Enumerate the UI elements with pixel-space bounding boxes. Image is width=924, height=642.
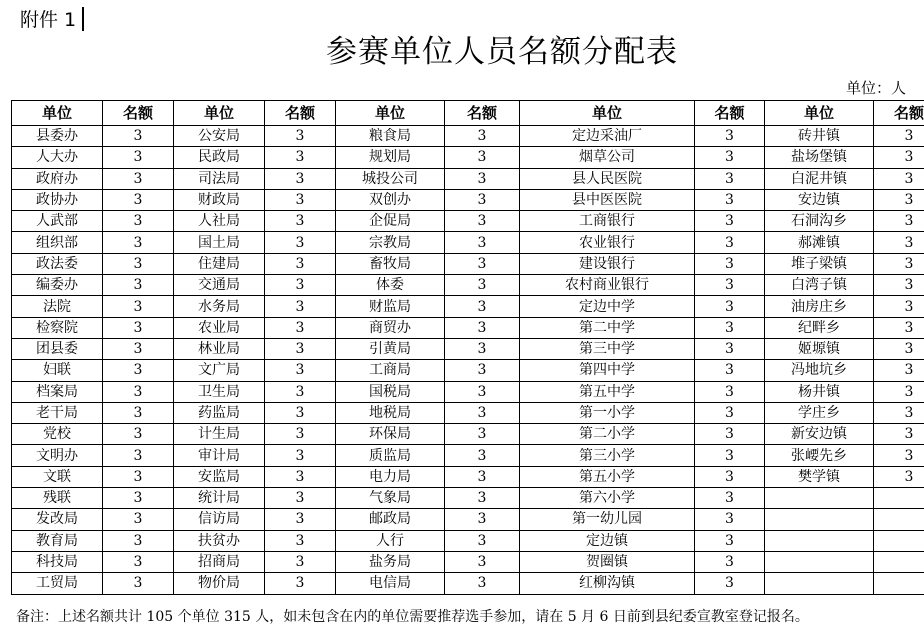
unit-cell: 物价局	[174, 573, 265, 594]
quota-cell: 3	[103, 275, 174, 296]
header-unit: 单位	[765, 101, 874, 126]
table-row	[12, 573, 924, 594]
unit-cell: 烟草公司	[520, 147, 695, 168]
quota-cell: 3	[103, 147, 174, 168]
unit-cell: 人社局	[174, 211, 265, 232]
unit-cell: 气象局	[336, 488, 445, 509]
unit-cell: 计生局	[174, 424, 265, 445]
quota-cell: 3	[103, 573, 174, 594]
unit-cell: 定边中学	[520, 296, 695, 317]
quota-cell: 3	[265, 189, 336, 210]
quota-cell: 3	[874, 424, 924, 445]
unit-cell: 砖井镇	[765, 126, 874, 147]
unit-cell: 张崾先乡	[765, 445, 874, 466]
quota-cell: 3	[874, 189, 924, 210]
unit-cell: 堆子梁镇	[765, 253, 874, 274]
quota-cell: 3	[874, 317, 924, 338]
unit-cell: 县委办	[12, 126, 103, 147]
quota-cell: 3	[445, 317, 520, 338]
quota-cell: 3	[103, 509, 174, 530]
unit-cell: 红柳沟镇	[520, 573, 695, 594]
quota-cell: 3	[445, 232, 520, 253]
unit-cell: 党校	[12, 424, 103, 445]
quota-cell: 3	[265, 466, 336, 487]
unit-cell	[765, 509, 874, 530]
unit-cell: 政府办	[12, 168, 103, 189]
unit-cell: 第三小学	[520, 445, 695, 466]
unit-cell: 盐场堡镇	[765, 147, 874, 168]
unit-cell: 农业局	[174, 317, 265, 338]
unit-cell: 统计局	[174, 488, 265, 509]
quota-cell: 3	[874, 338, 924, 359]
footer-note: 备注：上述名额共计 105 个单位 315 人，如未包含在内的单位需要推荐选手参加，请在 5 月 6 日前到县纪委宣教室登记报名。	[16, 609, 809, 625]
table-row	[12, 296, 924, 317]
quota-cell: 3	[265, 147, 336, 168]
table-row	[12, 126, 924, 147]
unit-cell: 建设银行	[520, 253, 695, 274]
quota-cell: 3	[103, 232, 174, 253]
header-unit: 单位	[174, 101, 265, 126]
quota-cell: 3	[695, 488, 765, 509]
allocation-table	[11, 100, 924, 595]
unit-cell: 郝滩镇	[765, 232, 874, 253]
unit-cell: 林业局	[174, 338, 265, 359]
unit-cell: 第五小学	[520, 466, 695, 487]
unit-cell: 人行	[336, 530, 445, 551]
unit-cell: 电信局	[336, 573, 445, 594]
table-row	[12, 189, 924, 210]
quota-cell: 3	[874, 168, 924, 189]
quota-cell: 3	[265, 445, 336, 466]
quota-cell: 3	[445, 275, 520, 296]
unit-cell: 盐务局	[336, 551, 445, 572]
quota-cell: 3	[265, 317, 336, 338]
quota-cell: 3	[265, 296, 336, 317]
quota-cell: 3	[103, 317, 174, 338]
table-row	[12, 232, 924, 253]
unit-cell: 司法局	[174, 168, 265, 189]
quota-cell: 3	[874, 445, 924, 466]
quota-cell: 3	[265, 509, 336, 530]
quota-cell: 3	[445, 189, 520, 210]
table-row	[12, 275, 924, 296]
text-cursor	[82, 7, 84, 31]
table-row	[12, 147, 924, 168]
unit-cell: 畜牧局	[336, 253, 445, 274]
unit-cell: 双创办	[336, 189, 445, 210]
table-row	[12, 445, 924, 466]
quota-cell: 3	[445, 466, 520, 487]
quota-cell: 3	[445, 445, 520, 466]
unit-cell: 白泥井镇	[765, 168, 874, 189]
unit-cell: 安监局	[174, 466, 265, 487]
unit-cell: 引黄局	[336, 338, 445, 359]
quota-cell: 3	[103, 126, 174, 147]
quota-cell: 3	[445, 126, 520, 147]
quota-cell: 3	[874, 381, 924, 402]
quota-cell: 3	[695, 360, 765, 381]
quota-cell: 3	[695, 168, 765, 189]
table-row	[12, 338, 924, 359]
unit-cell: 审计局	[174, 445, 265, 466]
table-row	[12, 211, 924, 232]
quota-cell: 3	[103, 296, 174, 317]
unit-cell: 扶贫办	[174, 530, 265, 551]
quota-cell: 3	[265, 275, 336, 296]
table-row	[12, 424, 924, 445]
quota-cell	[874, 509, 924, 530]
quota-cell: 3	[445, 381, 520, 402]
unit-cell: 姬塬镇	[765, 338, 874, 359]
unit-cell: 工商银行	[520, 211, 695, 232]
quota-cell: 3	[265, 232, 336, 253]
quota-cell: 3	[103, 402, 174, 423]
table-row	[12, 168, 924, 189]
unit-cell: 水务局	[174, 296, 265, 317]
unit-cell: 交通局	[174, 275, 265, 296]
unit-cell: 定边采油厂	[520, 126, 695, 147]
unit-cell: 环保局	[336, 424, 445, 445]
quota-cell: 3	[874, 253, 924, 274]
quota-cell: 3	[695, 530, 765, 551]
quota-cell: 3	[265, 424, 336, 445]
unit-cell: 县中医医院	[520, 189, 695, 210]
header-unit: 单位	[520, 101, 695, 126]
quota-cell: 3	[265, 211, 336, 232]
quota-cell: 3	[265, 530, 336, 551]
unit-cell: 发改局	[12, 509, 103, 530]
unit-cell: 妇联	[12, 360, 103, 381]
unit-cell: 档案局	[12, 381, 103, 402]
quota-cell: 3	[695, 424, 765, 445]
quota-cell: 3	[445, 424, 520, 445]
quota-cell: 3	[695, 509, 765, 530]
unit-cell: 纪畔乡	[765, 317, 874, 338]
unit-cell: 编委办	[12, 275, 103, 296]
unit-cell: 组织部	[12, 232, 103, 253]
quota-cell: 3	[445, 296, 520, 317]
quota-cell: 3	[695, 211, 765, 232]
header-quota: 名额	[874, 101, 924, 126]
table-row	[12, 488, 924, 509]
unit-cell: 残联	[12, 488, 103, 509]
quota-cell: 3	[103, 445, 174, 466]
unit-cell	[765, 551, 874, 572]
unit-cell: 冯地坑乡	[765, 360, 874, 381]
header-quota: 名额	[445, 101, 520, 126]
table-body	[12, 126, 924, 595]
unit-cell: 工商局	[336, 360, 445, 381]
quota-cell: 3	[695, 253, 765, 274]
quota-cell: 3	[265, 488, 336, 509]
unit-cell: 文联	[12, 466, 103, 487]
quota-cell: 3	[874, 211, 924, 232]
header-unit: 单位	[12, 101, 103, 126]
table-row	[12, 253, 924, 274]
quota-cell: 3	[445, 488, 520, 509]
quota-cell: 3	[874, 275, 924, 296]
quota-cell: 3	[445, 402, 520, 423]
quota-cell: 3	[445, 147, 520, 168]
quota-cell: 3	[445, 168, 520, 189]
unit-cell: 城投公司	[336, 168, 445, 189]
unit-cell: 卫生局	[174, 381, 265, 402]
unit-cell: 体委	[336, 275, 445, 296]
quota-cell: 3	[103, 253, 174, 274]
quota-cell: 3	[695, 338, 765, 359]
quota-cell: 3	[695, 402, 765, 423]
unit-cell: 农村商业银行	[520, 275, 695, 296]
quota-cell	[874, 488, 924, 509]
unit-cell	[765, 530, 874, 551]
quota-cell: 3	[103, 488, 174, 509]
quota-cell: 3	[695, 296, 765, 317]
attachment-text: 附件 1	[20, 9, 77, 31]
quota-cell: 3	[445, 338, 520, 359]
table-row	[12, 551, 924, 572]
quota-cell: 3	[874, 402, 924, 423]
quota-cell: 3	[265, 253, 336, 274]
quota-cell: 3	[445, 551, 520, 572]
quota-cell: 3	[695, 126, 765, 147]
unit-cell: 学庄乡	[765, 402, 874, 423]
unit-cell: 文广局	[174, 360, 265, 381]
quota-cell: 3	[445, 509, 520, 530]
unit-cell: 农业银行	[520, 232, 695, 253]
unit-cell: 公安局	[174, 126, 265, 147]
unit-cell: 药监局	[174, 402, 265, 423]
quota-cell: 3	[103, 530, 174, 551]
unit-cell: 企促局	[336, 211, 445, 232]
unit-cell: 老干局	[12, 402, 103, 423]
unit-cell: 招商局	[174, 551, 265, 572]
quota-cell: 3	[265, 551, 336, 572]
unit-cell: 科技局	[12, 551, 103, 572]
unit-cell: 文明办	[12, 445, 103, 466]
header-quota: 名额	[265, 101, 336, 126]
quota-cell: 3	[695, 466, 765, 487]
unit-cell: 财监局	[336, 296, 445, 317]
quota-cell: 3	[445, 253, 520, 274]
unit-cell: 第六小学	[520, 488, 695, 509]
unit-cell: 人武部	[12, 211, 103, 232]
table-row	[12, 466, 924, 487]
unit-cell: 樊学镇	[765, 466, 874, 487]
quota-cell: 3	[695, 189, 765, 210]
quota-cell: 3	[874, 466, 924, 487]
quota-cell: 3	[695, 573, 765, 594]
quota-cell: 3	[874, 126, 924, 147]
unit-label: 单位：人	[845, 79, 906, 97]
unit-cell: 信访局	[174, 509, 265, 530]
unit-cell: 团县委	[12, 338, 103, 359]
quota-cell: 3	[445, 360, 520, 381]
quota-cell: 3	[695, 445, 765, 466]
header-quota: 名额	[103, 101, 174, 126]
unit-cell: 第三中学	[520, 338, 695, 359]
table-row	[12, 360, 924, 381]
unit-cell	[765, 573, 874, 594]
header-quota: 名额	[695, 101, 765, 126]
quota-cell: 3	[874, 296, 924, 317]
unit-cell: 民政局	[174, 147, 265, 168]
unit-cell: 电力局	[336, 466, 445, 487]
quota-cell: 3	[265, 381, 336, 402]
quota-cell: 3	[874, 147, 924, 168]
quota-cell: 3	[103, 551, 174, 572]
quota-cell: 3	[695, 317, 765, 338]
table-header-row	[12, 101, 924, 126]
table-row	[12, 317, 924, 338]
unit-cell: 第二中学	[520, 317, 695, 338]
unit-cell: 商贸办	[336, 317, 445, 338]
quota-cell: 3	[265, 402, 336, 423]
unit-cell: 第一小学	[520, 402, 695, 423]
quota-cell	[874, 551, 924, 572]
quota-cell: 3	[695, 551, 765, 572]
table-row	[12, 402, 924, 423]
unit-cell: 定边镇	[520, 530, 695, 551]
unit-cell: 法院	[12, 296, 103, 317]
quota-cell: 3	[445, 211, 520, 232]
unit-cell: 住建局	[174, 253, 265, 274]
quota-cell: 3	[695, 381, 765, 402]
unit-cell: 财政局	[174, 189, 265, 210]
unit-cell: 人大办	[12, 147, 103, 168]
unit-cell: 第一幼儿园	[520, 509, 695, 530]
quota-cell: 3	[874, 232, 924, 253]
unit-cell	[765, 488, 874, 509]
quota-cell: 3	[265, 338, 336, 359]
quota-cell: 3	[265, 126, 336, 147]
unit-cell: 杨井镇	[765, 381, 874, 402]
unit-cell: 县人民医院	[520, 168, 695, 189]
quota-cell: 3	[265, 360, 336, 381]
quota-cell: 3	[445, 530, 520, 551]
unit-cell: 规划局	[336, 147, 445, 168]
unit-cell: 教育局	[12, 530, 103, 551]
quota-cell: 3	[695, 232, 765, 253]
quota-cell: 3	[103, 338, 174, 359]
unit-cell: 检察院	[12, 317, 103, 338]
unit-cell: 白湾子镇	[765, 275, 874, 296]
quota-cell: 3	[445, 573, 520, 594]
unit-cell: 宗教局	[336, 232, 445, 253]
quota-cell: 3	[103, 189, 174, 210]
table-row	[12, 381, 924, 402]
unit-cell: 石洞沟乡	[765, 211, 874, 232]
unit-cell: 地税局	[336, 402, 445, 423]
unit-cell: 政法委	[12, 253, 103, 274]
unit-cell: 第五中学	[520, 381, 695, 402]
table-row	[12, 530, 924, 551]
quota-cell: 3	[695, 147, 765, 168]
quota-cell	[874, 573, 924, 594]
unit-cell: 国土局	[174, 232, 265, 253]
quota-cell: 3	[874, 360, 924, 381]
quota-cell: 3	[265, 573, 336, 594]
unit-cell: 第四中学	[520, 360, 695, 381]
quota-cell: 3	[265, 168, 336, 189]
unit-cell: 工贸局	[12, 573, 103, 594]
unit-cell: 安边镇	[765, 189, 874, 210]
quota-cell: 3	[103, 466, 174, 487]
unit-cell: 粮食局	[336, 126, 445, 147]
unit-cell: 国税局	[336, 381, 445, 402]
page-title: 参赛单位人员名额分配表	[326, 34, 678, 70]
quota-cell: 3	[103, 381, 174, 402]
unit-cell: 油房庄乡	[765, 296, 874, 317]
unit-cell: 新安边镇	[765, 424, 874, 445]
quota-cell: 3	[103, 168, 174, 189]
unit-cell: 政协办	[12, 189, 103, 210]
unit-cell: 质监局	[336, 445, 445, 466]
header-unit: 单位	[336, 101, 445, 126]
quota-cell	[874, 530, 924, 551]
quota-cell: 3	[103, 360, 174, 381]
unit-cell: 邮政局	[336, 509, 445, 530]
unit-cell: 贺圈镇	[520, 551, 695, 572]
quota-cell: 3	[695, 275, 765, 296]
quota-cell: 3	[103, 211, 174, 232]
quota-cell: 3	[103, 424, 174, 445]
table-row	[12, 509, 924, 530]
unit-cell: 第二小学	[520, 424, 695, 445]
